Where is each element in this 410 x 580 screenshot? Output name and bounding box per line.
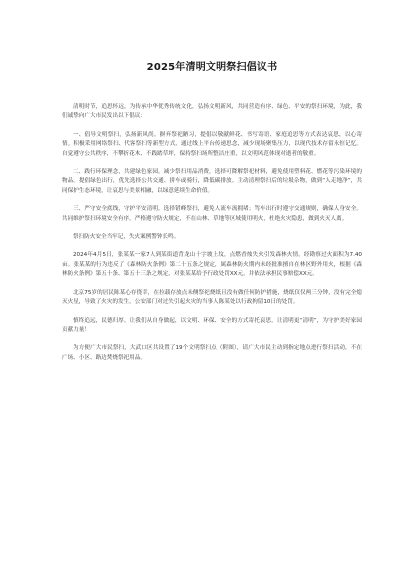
paragraph-fire-warning: 祭扫防火安全当牢记，失火案例警钟长鸣。 (73, 234, 180, 241)
paragraph-civilized-worship: 一、倡导文明祭扫，弘扬新风尚。摒弃祭祀陋习，提倡以敬献鲜花、书写寄语、家庭追思等方式表达哀思，以心寄情。积极采用网络祭扫、代客祭扫等新型方式，通过线上平台传递思念，减少现场聚集压力，以现代技术存留永恒记忆。自觉遵守公共秩序，不攀折花木、不践踏草坪，保持祭扫场所整洁庄重，以文明风范体现对逝者的敬重。 (62, 131, 362, 157)
paragraph-safety: 三、严守安全底线，守护平安清明。选择错峰祭扫，避免人流车流拥堵；驾车出行时遵守交通规则，确保人身安全。共同维护祭扫环境安全有序，严格遵守防火规定，不在山林、草地等区域使用明火，杜绝火灾隐患，做到火灭人离。 (62, 206, 362, 222)
paragraph-green-environment: 二、践行环保理念，共建绿色家园。减少祭扫用品消费，选择可降解祭祀材料，避免使用塑料花、燃花等污染环境的物品。提倡绿色出行，优先选择公共交通、拼车或骑行，降低碳排放。主动清理祭扫后的垃圾杂物，做到“人走地净”，共同保护生态环境，让哀思与美景相融，以绿意延续生命价值。 (62, 169, 362, 194)
paragraph-closing: 慎终追远，民德归厚。让我们从自身做起，以文明、环保、安全的方式寄托哀思，让清明更“清明”，为守护美好家园贡献力量！ (62, 317, 362, 333)
paragraph-case-one: 2024年4月5日，张某某一家7人到某街道背龙山十字坡上坟，点燃香烛失火引发森林火情，经勘察过火面积为7.40亩。张某某的行为违反了《森林防火条例》第二十五条之规定，属森林防火期内未经批准擅自在林区野外用火，根据《森林防火条例》第五十条、第五十三条之规定，对张某某给予行政处罚XX元，并依法承担民事赔偿XX元。 (62, 252, 362, 278)
intro-paragraph: 清明时节，追思怀远。为传承中华优秀传统文化，弘扬文明新风，共同营造有序、绿色、平安的祭扫环境，为此，我们诚挚向广大市民发出以下倡议： (62, 104, 362, 120)
paragraph-locations: 为方便广大市民祭扫，大武口区共设置了19个文明祭扫点（附图），请广大市民主动到指定地点进行祭扫活动，不在广场、小区、路边焚烧祭祀用品。 (62, 345, 362, 361)
paragraph-case-two: 北京75岁的居民陈某心存侥幸，在拉载存放点未侧祭祀烧纸且没有做任何防护措施，烧纸仅仅两三分钟，没有完全熄灭火星，导致了火灾的发生，公安部门对过失引起火灾的当事人陈某处以行政拘留10日的处罚。 (62, 289, 362, 306)
document-title: 2025年清明文明祭扫倡议书 (146, 62, 278, 73)
